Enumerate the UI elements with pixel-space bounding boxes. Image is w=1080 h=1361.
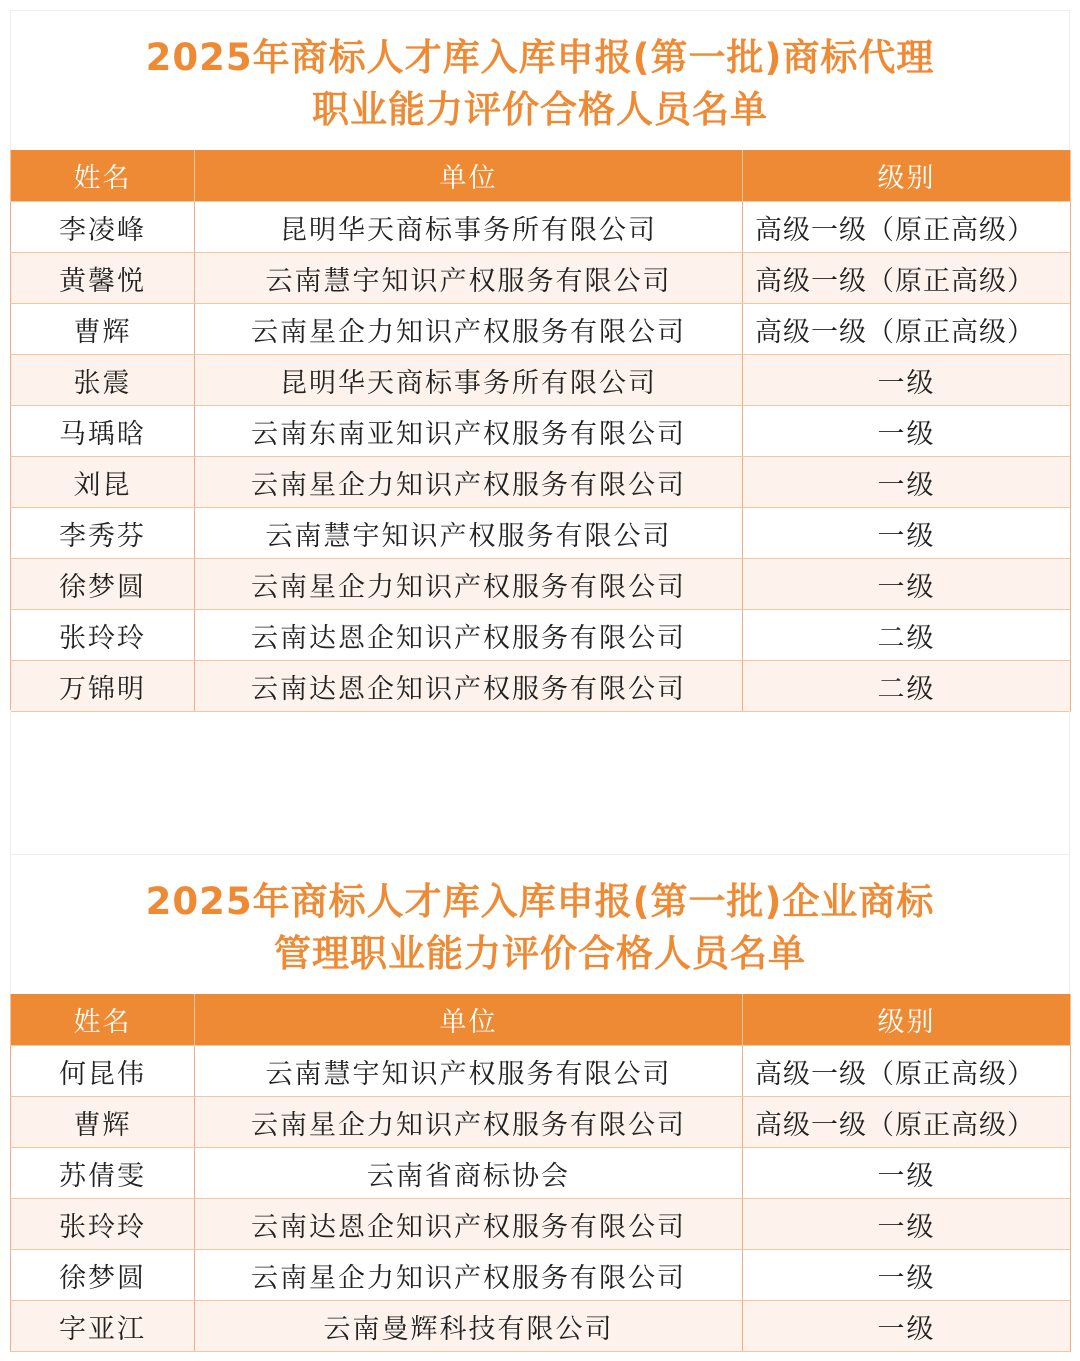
- cell-name: 曹辉: [11, 304, 195, 355]
- cell-level: 一级: [743, 457, 1071, 508]
- cell-name: 刘昆: [11, 457, 195, 508]
- table-header-row: [11, 994, 1071, 1046]
- column-header-name: 姓名: [11, 994, 195, 1046]
- table-row: [11, 1250, 1071, 1301]
- cell-unit: 云南达恩企知识产权服务有限公司: [195, 610, 743, 661]
- list-panel-trademark-agency: [10, 10, 1070, 710]
- table-row: [11, 406, 1071, 457]
- table-row: [11, 508, 1071, 559]
- table-row: [11, 610, 1071, 661]
- cell-level: 一级: [743, 508, 1071, 559]
- column-header-name: 姓名: [11, 150, 195, 202]
- cell-level: 一级: [743, 559, 1071, 610]
- cell-level: 高级一级（原正高级）: [743, 304, 1071, 355]
- cell-unit: 云南星企力知识产权服务有限公司: [195, 1250, 743, 1301]
- cell-level: 高级一级（原正高级）: [743, 1097, 1071, 1148]
- cell-unit: 云南达恩企知识产权服务有限公司: [195, 1199, 743, 1250]
- column-header-unit: 单位: [195, 994, 743, 1046]
- table-row: [11, 559, 1071, 610]
- cell-name: 张震: [11, 355, 195, 406]
- cell-unit: 云南曼辉科技有限公司: [195, 1301, 743, 1352]
- qualified-personnel-table: [10, 150, 1071, 712]
- cell-name: 徐梦圆: [11, 559, 195, 610]
- table-row: [11, 253, 1071, 304]
- cell-unit: 云南慧宇知识产权服务有限公司: [195, 508, 743, 559]
- list-panel-enterprise-trademark: [10, 854, 1070, 1354]
- table-body: [11, 202, 1071, 712]
- column-header-level: 级别: [743, 994, 1071, 1046]
- cell-name: 张玲玲: [11, 610, 195, 661]
- title-line-2: 职业能力评价合格人员名单: [312, 88, 768, 131]
- cell-name: 李秀芬: [11, 508, 195, 559]
- cell-level: 高级一级（原正高级）: [743, 1046, 1071, 1097]
- cell-name: 苏倩雯: [11, 1148, 195, 1199]
- cell-unit: 云南星企力知识产权服务有限公司: [195, 304, 743, 355]
- cell-level: 高级一级（原正高级）: [743, 202, 1071, 253]
- column-header-level: 级别: [743, 150, 1071, 202]
- table-row: [11, 661, 1071, 712]
- cell-unit: 云南慧宇知识产权服务有限公司: [195, 253, 743, 304]
- table-row: [11, 355, 1071, 406]
- title-line-1: 2025年商标人才库入库申报(第一批)商标代理: [145, 36, 935, 79]
- cell-level: 二级: [743, 610, 1071, 661]
- table-row: [11, 202, 1071, 253]
- cell-name: 黄馨悦: [11, 253, 195, 304]
- table-body: [11, 1046, 1071, 1352]
- cell-unit: 昆明华天商标事务所有限公司: [195, 202, 743, 253]
- cell-name: 字亚江: [11, 1301, 195, 1352]
- cell-unit: 云南慧宇知识产权服务有限公司: [195, 1046, 743, 1097]
- title-line-2: 管理职业能力评价合格人员名单: [274, 932, 806, 975]
- cell-name: 曹辉: [11, 1097, 195, 1148]
- cell-level: 一级: [743, 1148, 1071, 1199]
- page-title: [10, 854, 1070, 994]
- table-header-row: [11, 150, 1071, 202]
- cell-level: 一级: [743, 355, 1071, 406]
- qualified-personnel-table: [10, 994, 1071, 1352]
- cell-name: 徐梦圆: [11, 1250, 195, 1301]
- section-spacer: [10, 710, 1070, 854]
- cell-name: 何昆伟: [11, 1046, 195, 1097]
- cell-level: 一级: [743, 1301, 1071, 1352]
- column-header-unit: 单位: [195, 150, 743, 202]
- table-row: [11, 1046, 1071, 1097]
- cell-unit: 云南省商标协会: [195, 1148, 743, 1199]
- cell-name: 李凌峰: [11, 202, 195, 253]
- page-title: [10, 10, 1070, 150]
- cell-unit: 昆明华天商标事务所有限公司: [195, 355, 743, 406]
- table-row: [11, 304, 1071, 355]
- cell-level: 一级: [743, 1199, 1071, 1250]
- cell-level: 一级: [743, 1250, 1071, 1301]
- cell-name: 张玲玲: [11, 1199, 195, 1250]
- cell-level: 二级: [743, 661, 1071, 712]
- cell-name: 马瑀晗: [11, 406, 195, 457]
- cell-unit: 云南星企力知识产权服务有限公司: [195, 559, 743, 610]
- table-row: [11, 1301, 1071, 1352]
- cell-unit: 云南星企力知识产权服务有限公司: [195, 1097, 743, 1148]
- table-row: [11, 1097, 1071, 1148]
- table-row: [11, 1199, 1071, 1250]
- title-line-1: 2025年商标人才库入库申报(第一批)企业商标: [145, 880, 935, 923]
- cell-unit: 云南东南亚知识产权服务有限公司: [195, 406, 743, 457]
- cell-unit: 云南星企力知识产权服务有限公司: [195, 457, 743, 508]
- cell-name: 万锦明: [11, 661, 195, 712]
- table-row: [11, 457, 1071, 508]
- cell-level: 高级一级（原正高级）: [743, 253, 1071, 304]
- cell-unit: 云南达恩企知识产权服务有限公司: [195, 661, 743, 712]
- table-row: [11, 1148, 1071, 1199]
- cell-level: 一级: [743, 406, 1071, 457]
